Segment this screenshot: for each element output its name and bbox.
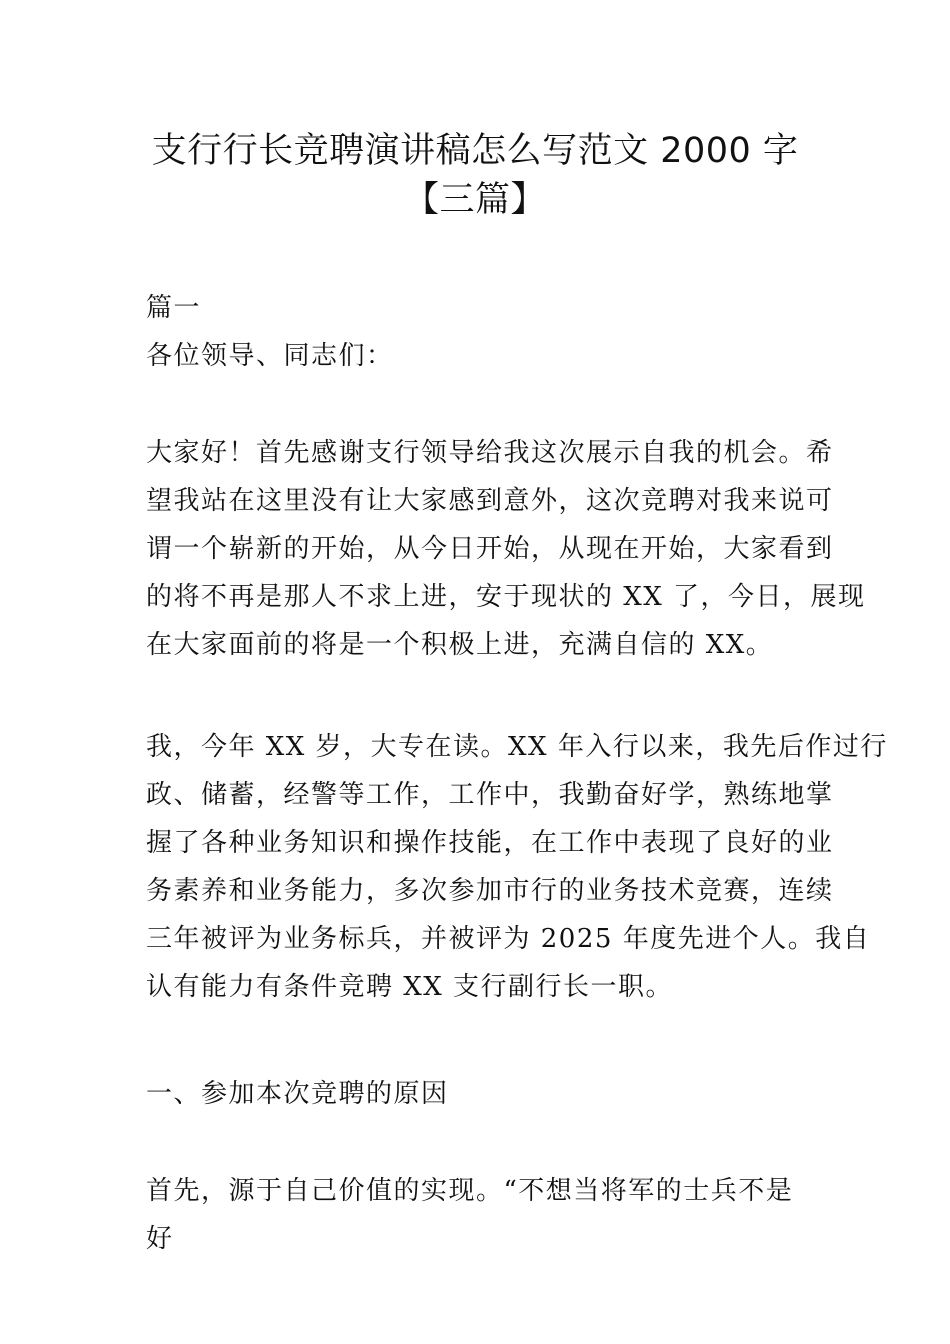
paragraph-line: 三年被评为业务标兵，并被评为 2025 年度先进个人。我自 bbox=[146, 924, 871, 954]
paragraph-line: 我，今年 XX 岁，大专在读。XX 年入行以来，我先后作过行 bbox=[146, 732, 888, 762]
paragraph-line: 望我站在这里没有让大家感到意外，这次竞聘对我来说可 bbox=[146, 486, 834, 516]
section-label: 篇一 bbox=[146, 293, 202, 323]
paragraph-line: 大家好！首先感谢支行领导给我这次展示自我的机会。希 bbox=[146, 438, 834, 468]
salutation: 各位领导、同志们： bbox=[146, 341, 394, 371]
paragraph-line: 的将不再是那人不求上进，安于现状的 XX 了，今日，展现 bbox=[146, 582, 866, 612]
paragraph-line: 握了各种业务知识和操作技能，在工作中表现了良好的业 bbox=[146, 828, 834, 858]
paragraph-line: 政、储蓄，经警等工作，工作中，我勤奋好学，熟练地掌 bbox=[146, 780, 834, 810]
document-title-line-2: 【三篇】 bbox=[403, 180, 546, 220]
section-heading: 一、参加本次竞聘的原因 bbox=[146, 1079, 449, 1109]
paragraph-line: 认有能力有条件竞聘 XX 支行副行长一职。 bbox=[146, 972, 674, 1002]
paragraph-line: 务素养和业务能力，多次参加市行的业务技术竞赛，连续 bbox=[146, 876, 834, 906]
paragraph-line: 谓一个崭新的开始，从今日开始，从现在开始，大家看到 bbox=[146, 534, 834, 564]
paragraph-3: 首先，源于自己价值的实现。“不想当将军的士兵不是好 bbox=[146, 1176, 794, 1254]
paragraph-1 bbox=[146, 429, 866, 669]
paragraph-line: 在大家面前的将是一个积极上进，充满自信的 XX。 bbox=[146, 630, 774, 660]
document-title-line-1: 支行行长竞聘演讲稿怎么写范文 2000 字 bbox=[151, 131, 799, 171]
paragraph-2 bbox=[146, 723, 888, 1011]
